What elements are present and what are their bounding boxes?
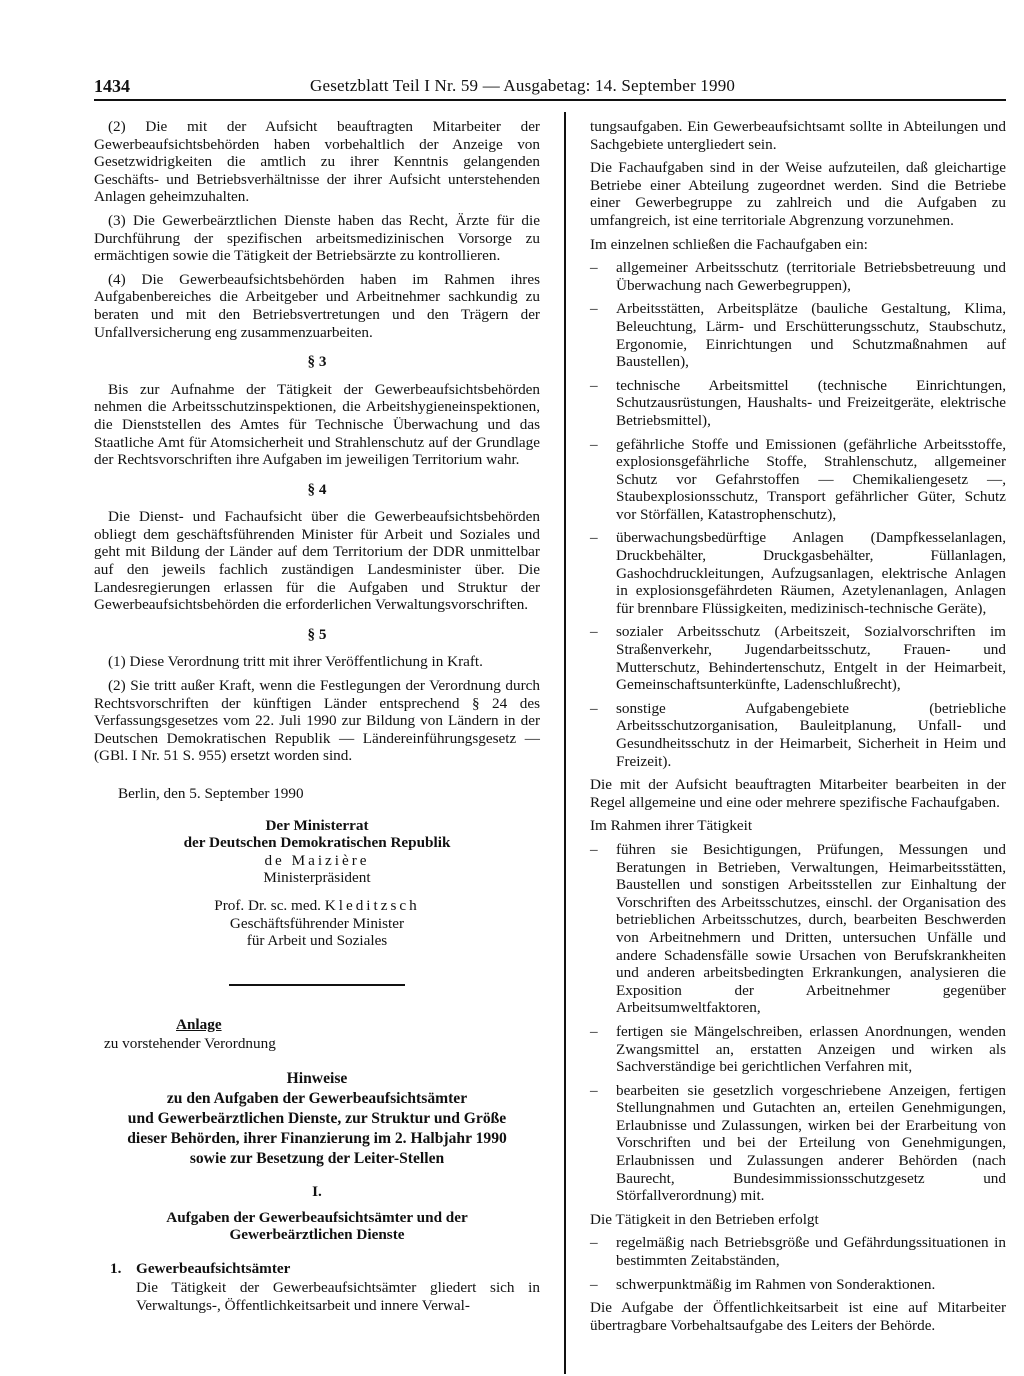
- annex-title-line-3: und Gewerbeärztlichen Dienste, zur Struktur und Größe: [127, 1109, 507, 1127]
- paragraph-fachaufgaben: Die Fachaufgaben sind in der Weise aufzuteilen, daß gleichartige Betriebe einer Abteilung zugeordnet werden. Sind die Betriebe einer Gewerbegruppe zu zahlreich und die Aufgaben zu umfangreich, ist eine territoriale Abgrenzung vorzunehmen.: [590, 159, 1006, 229]
- section-4-text: Die Dienst- und Fachaufsicht über die Gewerbeaufsichtsbehörden obliegt dem geschäftsführenden Minister für Arbeit und Soziales und geht mit Bildung der Länder auf dem Territorium der DDR unmittelbar auf den jeweils fachlich zuständigen Landesminister über. Die Landesregierungen erlassen für die Aufgaben und Struktur der Gewerbeaufsichtsbehörden die erforderlichen Verwaltungsvorschriften.: [94, 508, 540, 614]
- separator-rule: [229, 984, 405, 986]
- annex-title-line-2: zu den Aufgaben der Gewerbeaufsichtsämter: [166, 1089, 468, 1107]
- paragraph-rahmen: Im Rahmen ihrer Tätigkeit: [590, 817, 753, 835]
- left-column: [94, 118, 540, 1321]
- continued-paragraph: tungsaufgaben. Ein Gewerbeaufsichtsamt sollte in Abteilungen und Sachgebiete untergliedert sein.: [590, 118, 1006, 153]
- page-number: 1434: [94, 76, 130, 96]
- list-item: – schwerpunktmäßig im Rahmen von Sonderaktionen.: [590, 1276, 1006, 1294]
- signatory-title-2b: für Arbeit und Soziales: [246, 932, 388, 950]
- betriebe-list: [590, 1234, 1006, 1293]
- right-column: [590, 118, 1006, 1340]
- taetigkeit-list: [590, 841, 1006, 1205]
- annex-subheading: zu vorstehender Verordnung: [104, 1035, 276, 1053]
- list-item: – gefährliche Stoffe und Emissionen (gefährliche Arbeitsstoffe, explosionsgefährliche Stoffe, Strahlenschutz, allgemeiner Schutz vor Gefahrstoffen — Chemikaliengesetz —, Staubexplosionsschutz, Transport gefährlicher Güter, Schutz vor Störfällen, Katastrophenschutz),: [590, 436, 1006, 524]
- page-header: [94, 76, 1006, 100]
- signatory-organisation: Der Ministerrat: [265, 816, 369, 834]
- list-item: – Arbeitsstätten, Arbeitsplätze (bauliche Gestaltung, Klima, Beleuchtung, Lärm- und Erschütterungsschutz, Staubschutz, Ergonomie, Einrichtungen und Schutzmaßnahmen auf Baustellen),: [590, 300, 1006, 370]
- signatory-name-2-line: [94, 897, 540, 915]
- header-rule: [94, 99, 1006, 101]
- section-3-text: Bis zur Aufnahme der Tätigkeit der Gewerbeaufsichtsbehörden nehmen die Arbeitsschutzinspektionen, die Arbeitshygieneinspektionen, die Dienststellen des Amtes für Technische Überwachung und das Staatliche Amt für Atomsicherheit und Strahlenschutz auf der Grundlage der Rechtsvorschriften ihre Aufgaben im jeweiligen Territorium wahr.: [94, 380, 540, 469]
- list-item: – regelmäßig nach Betriebsgröße und Gefährdungssituationen in bestimmten Zeitabständen,: [590, 1234, 1006, 1269]
- section-5-paragraph-1: (1) Diese Verordnung tritt mit ihrer Veröffentlichung in Kraft.: [108, 653, 483, 671]
- list-item: – sonstige Aufgabengebiete (betriebliche Arbeitsschutzorganisation, Bauleitplanung, Unfall- und Gesundheitsschutz in der Heimarbeit, Sicherheit in Heim und Freizeit).: [590, 700, 1006, 770]
- annex-title-line-4: dieser Behörden, ihrer Finanzierung im 2. Halbjahr 1990: [127, 1129, 507, 1147]
- item-1-title: Gewerbeaufsichtsämter: [136, 1259, 291, 1277]
- part-title: [94, 1209, 540, 1244]
- fachaufgaben-list: [590, 259, 1006, 770]
- section-3-heading: § 3: [307, 353, 327, 371]
- signatory-name-2-prefix: Prof. Dr. sc. med.: [214, 896, 321, 914]
- place-and-date: Berlin, den 5. September 1990: [118, 785, 304, 802]
- section-4-heading: § 4: [307, 480, 327, 498]
- paragraph-betriebe: Die Tätigkeit in den Betrieben erfolgt: [590, 1210, 819, 1228]
- list-item: – führen sie Besichtigungen, Prüfungen, Messungen und Beratungen in Betrieben, Verwaltungen, Heimarbeitsstätten, Baustellen und sonstigen Arbeitsstellen zur Einhaltung der Vorschriften des Arbeitsschutzes, einschl. der Organisation des betrieblichen Arbeitsschutzes, durch, bearbeiten Beschwerden von Arbeitnehmern und Dritten, untersuchen Unfälle und andere Schadensfälle sowie Ursachen von Berufskrankheiten und anderen arbeitsbedingten Erkrankungen, analysieren die Exposition der Arbeitnehmer gegenüber Arbeitsumweltfaktoren,: [590, 841, 1006, 1017]
- paragraph-3: (3) Die Gewerbeärztlichen Dienste haben das Recht, Ärzte für die Durchführung der spezifischen arbeitsmedizinischen Vorsorge zu ermächtigen sowie die Tätigkeit der Betriebsärzte zu kontrollieren.: [94, 211, 540, 265]
- item-1-number: 1.: [110, 1259, 122, 1277]
- list-item: – bearbeiten sie gesetzlich vorgeschriebene Anzeigen, fertigen Stellungnahmen und Gutachten an, erteilen Genehmigungen, Erlaubnisse und Zulassungen, wirken bei der Erarbeitung von Vorschriften und bei der Erteilung von Genehmigungen, Erlaubnissen und Zulassungen anderer Behörden (nach Baurecht, Bundesimmissionsschutzgesetz und Störfallverordnung) mit.: [590, 1082, 1006, 1205]
- paragraph-oeffentlichkeitsarbeit: Die Aufgabe der Öffentlichkeitsarbeit ist eine auf Mitarbeiter übertragbare Vorbehaltsaufgabe des Leiters der Behörde.: [590, 1299, 1006, 1334]
- running-head: Gesetzblatt Teil I Nr. 59 — Ausgabetag: 14. September 1990: [310, 76, 736, 95]
- item-1-text: Die Tätigkeit der Gewerbeaufsichtsämter gliedert sich in Verwaltungs-, Öffentlichkeitsarbeit und innere Verwal-: [136, 1279, 540, 1314]
- signature-block: [94, 817, 540, 950]
- paragraph-list-intro: Im einzelnen schließen die Fachaufgaben ein:: [590, 235, 868, 253]
- list-item: – sozialer Arbeitsschutz (Arbeitszeit, Sozialvorschriften im Straßenverkehr, Jugendarbeitsschutz, Frauen- und Mutterschutz, Behindertenschutz, Entgelt in der Heimarbeit, Gemeinschaftsunterkünfte, Ladenschlußrecht),: [590, 623, 1006, 693]
- annex-title: [94, 1069, 540, 1169]
- signatory-name-2: Kleditzsch: [324, 896, 420, 914]
- paragraph-4: (4) Die Gewerbeaufsichtsbehörden haben im Rahmen ihres Aufgabenbereiches die Arbeitgeber und Arbeitnehmer sachkundig zu beraten und mit den Betriebsvertretungen und den Trägern der Unfallversicherung eng zusammenzuarbeiten.: [94, 270, 540, 341]
- signatory-name-1: de Maizière: [264, 851, 370, 869]
- signatory-organisation-2: der Deutschen Demokratischen Republik: [183, 834, 451, 852]
- annex-title-line-1: Hinweise: [286, 1069, 348, 1087]
- section-5-heading: § 5: [307, 625, 327, 643]
- list-item: – überwachungsbedürftige Anlagen (Dampfkesselanlagen, Druckbehälter, Druckgasbehälter, Füllanlagen, Gashochdruckleitungen, Aufzugsanlagen, elektrische Anlagen in explosionsgefährdeten Räumen, Azetylenanlagen, Anlagen für brennbare Flüssigkeiten, medizinisch-technische Geräte),: [590, 529, 1006, 617]
- signatory-title-1: Ministerpräsident: [263, 869, 371, 887]
- annex-title-line-5: sowie zur Besetzung der Leiter-Stellen: [189, 1149, 445, 1167]
- paragraph-2: (2) Die mit der Aufsicht beauftragten Mitarbeiter der Gewerbeaufsichtsbehörden haben vorbehaltlich der Anzeige von Gesetzwidrigkeiten die amtlich zu ihrer Kenntnis gelangenden Geschäfts- und Betriebsverhältnisse der ihrer Aufsicht unterstehenden Anlagen geheimzuhalten.: [94, 118, 540, 206]
- item-1-heading: [110, 1260, 540, 1278]
- part-title-line-1: Aufgaben der Gewerbeaufsichtsämter und der: [166, 1208, 468, 1226]
- list-item: – allgemeiner Arbeitsschutz (territoriale Betriebsbetreuung und Überwachung nach Gewerbegruppen),: [590, 259, 1006, 294]
- list-item: – fertigen sie Mängelschreiben, erlassen Anordnungen, wenden Zwangsmittel an, erstatten Anzeigen und wirken als Sachverständige bei gerichtlichen Verfahren mit,: [590, 1023, 1006, 1076]
- part-number: I.: [312, 1182, 322, 1200]
- paragraph-mitarbeiter: Die mit der Aufsicht beauftragten Mitarbeiter bearbeiten in der Regel allgemeine und eine oder mehrere spezifische Fachaufgaben.: [590, 776, 1006, 811]
- section-5-paragraph-2: (2) Sie tritt außer Kraft, wenn die Festlegungen der Verordnung durch Rechtsvorschriften der künftigen Länder entsprechend § 24 des Verfassungsgesetzes vom 22. Juli 1990 zur Bildung von Ländern in der Deutschen Demokratischen Republik — Ländereinführungsgesetz — (GBl. I Nr. 51 S. 955) ersetzt worden sind.: [94, 677, 540, 765]
- annex-heading: Anlage: [176, 1015, 222, 1033]
- list-item: – technische Arbeitsmittel (technische Einrichtungen, Schutzausrüstungen, Haushalts- und Freizeitgeräte, elektrische Betriebsmittel),: [590, 377, 1006, 430]
- signatory-title-2a: Geschäftsführender Minister: [229, 914, 405, 932]
- column-divider: [564, 112, 566, 1374]
- part-title-line-2: Gewerbeärztlichen Dienste: [229, 1226, 405, 1244]
